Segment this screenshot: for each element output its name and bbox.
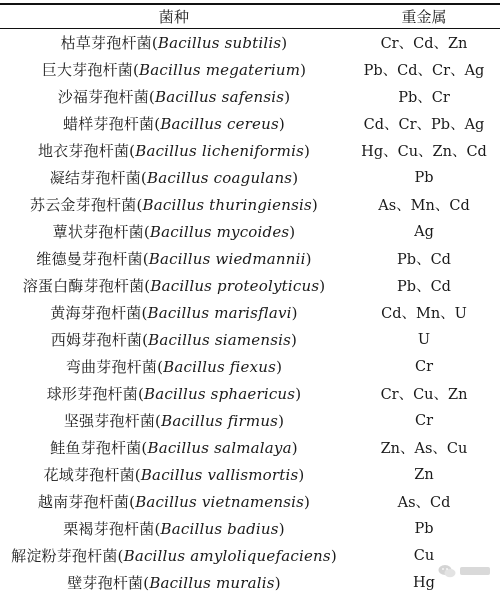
species-latin-name: Bacillus salmalaya bbox=[147, 439, 292, 457]
paren-open: ( bbox=[132, 61, 140, 79]
metals-cell: Pb bbox=[414, 169, 434, 186]
species-latin-name: Bacillus siamensis bbox=[148, 331, 292, 349]
species-chinese-name: 球形芽孢杆菌 bbox=[46, 385, 138, 403]
table-row bbox=[0, 407, 500, 434]
paren-close: ) bbox=[291, 439, 298, 457]
paren-open: ( bbox=[117, 547, 124, 565]
species-chinese-name: 越南芽孢杆菌 bbox=[37, 493, 130, 511]
paren-close: ) bbox=[276, 358, 283, 376]
paren-open: ( bbox=[148, 88, 155, 106]
metals-cell: Pb、Cd、Cr、Ag bbox=[363, 63, 485, 79]
metals-cell: Pb、Cr bbox=[398, 90, 450, 106]
header-species: 菌种 bbox=[158, 7, 190, 26]
species-chinese-name: 溶蛋白酶芽孢杆菌 bbox=[22, 277, 145, 295]
species-latin-name: Bacillus amyloliquefaciens bbox=[123, 547, 331, 565]
species-latin-name: Bacillus fiexus bbox=[163, 358, 277, 376]
paren-open: ( bbox=[151, 34, 158, 52]
species-cell bbox=[0, 59, 348, 80]
paren-close: ) bbox=[291, 304, 298, 322]
species-latin-name: Bacillus badius bbox=[160, 520, 279, 538]
header-metals: 重金属 bbox=[401, 7, 447, 26]
species-cell bbox=[0, 383, 348, 404]
species-latin-name: Bacillus sphaericus bbox=[144, 385, 296, 403]
species-cell bbox=[0, 275, 348, 296]
paren-close: ) bbox=[274, 574, 281, 592]
metals-cell: Cd、Cr、Pb、Ag bbox=[363, 117, 485, 133]
species-latin-name: Bacillus thuringiensis bbox=[142, 196, 312, 214]
paren-open: ( bbox=[136, 196, 143, 214]
paren-close: ) bbox=[319, 277, 326, 295]
species-chinese-name: 苏云金芽孢杆菌 bbox=[30, 196, 137, 214]
species-cell bbox=[0, 356, 348, 377]
species-cell bbox=[0, 140, 348, 161]
species-cell bbox=[0, 221, 348, 242]
species-latin-name: Bacillus firmus bbox=[161, 412, 279, 430]
species-cell bbox=[0, 464, 348, 485]
species-latin-name: Bacillus mycoides bbox=[149, 223, 290, 241]
species-cell bbox=[0, 491, 348, 512]
table-row bbox=[0, 29, 500, 56]
table-row bbox=[0, 380, 500, 407]
paren-open: ( bbox=[144, 277, 151, 295]
table-row bbox=[0, 434, 500, 461]
species-chinese-name: 巨大芽孢杆菌 bbox=[41, 61, 133, 79]
species-cell bbox=[0, 113, 348, 134]
table-row bbox=[0, 299, 500, 326]
paren-close: ) bbox=[292, 169, 299, 187]
species-latin-name: Bacillus coagulans bbox=[146, 169, 293, 187]
watermark-mark bbox=[460, 567, 490, 575]
species-chinese-name: 维德曼芽孢杆菌 bbox=[36, 250, 143, 268]
species-chinese-name: 解淀粉芽孢杆菌 bbox=[11, 547, 118, 565]
species-latin-name: Bacillus vallismortis bbox=[140, 466, 299, 484]
paren-close: ) bbox=[278, 520, 285, 538]
paren-open: ( bbox=[129, 142, 136, 160]
paren-open: ( bbox=[140, 169, 147, 187]
species-chinese-name: 凝结芽孢杆菌 bbox=[49, 169, 141, 187]
metals-cell: U bbox=[417, 331, 431, 348]
paren-close: ) bbox=[281, 34, 288, 52]
species-cell bbox=[0, 32, 348, 53]
paren-open: ( bbox=[154, 115, 161, 133]
species-latin-name: Bacillus licheniformis bbox=[135, 142, 304, 160]
table-row bbox=[0, 191, 500, 218]
species-chinese-name: 黄海芽孢杆菌 bbox=[50, 304, 142, 322]
paren-close: ) bbox=[284, 88, 291, 106]
paren-open: ( bbox=[141, 304, 148, 322]
metals-cell: Cu bbox=[413, 547, 435, 564]
metals-cell: Hg、Cu、Zn、Cd bbox=[361, 144, 487, 160]
species-cell bbox=[0, 86, 348, 107]
species-chinese-name: 蕈状芽孢杆菌 bbox=[52, 223, 144, 241]
species-latin-name: Bacillus muralis bbox=[149, 574, 275, 592]
metals-cell: Cr bbox=[414, 358, 434, 375]
paren-close: ) bbox=[305, 250, 312, 268]
metals-cell: Zn bbox=[414, 466, 434, 483]
table-row bbox=[0, 461, 500, 488]
metals-cell: As、Mn、Cd bbox=[378, 198, 470, 214]
paren-close: ) bbox=[295, 385, 302, 403]
paren-close: ) bbox=[300, 61, 307, 79]
table-row bbox=[0, 542, 500, 569]
species-latin-name: Bacillus wiedmannii bbox=[148, 250, 306, 268]
table-row bbox=[0, 110, 500, 137]
species-cell bbox=[0, 248, 348, 269]
table-row bbox=[0, 83, 500, 110]
table-row bbox=[0, 164, 500, 191]
paren-open: ( bbox=[129, 493, 136, 511]
paren-close: ) bbox=[289, 223, 296, 241]
species-chinese-name: 弯曲芽孢杆菌 bbox=[65, 358, 158, 376]
species-chinese-name: 西姆芽孢杆菌 bbox=[50, 331, 143, 349]
table-row bbox=[0, 245, 500, 272]
species-latin-name: Bacillus proteolyticus bbox=[150, 277, 320, 295]
metals-cell: Zn、As、Cu bbox=[380, 441, 468, 457]
metals-cell: Ag bbox=[414, 223, 434, 240]
paren-close: ) bbox=[298, 466, 305, 484]
metals-cell: Cr bbox=[414, 412, 434, 429]
paren-close: ) bbox=[330, 547, 337, 565]
species-cell bbox=[0, 545, 348, 566]
species-chinese-name: 地衣芽孢杆菌 bbox=[37, 142, 130, 160]
table-row bbox=[0, 488, 500, 515]
species-latin-name: Bacillus marisflavi bbox=[147, 304, 292, 322]
species-latin-name: Bacillus cereus bbox=[160, 115, 279, 133]
paren-open: ( bbox=[155, 412, 162, 430]
paren-open: ( bbox=[137, 385, 144, 403]
metals-cell: Cr、Cu、Zn bbox=[380, 387, 468, 403]
paren-close: ) bbox=[304, 493, 311, 511]
metals-cell: Hg bbox=[413, 574, 435, 591]
table-row bbox=[0, 353, 500, 380]
species-latin-name: Bacillus safensis bbox=[154, 88, 285, 106]
species-chinese-name: 壁芽孢杆菌 bbox=[67, 574, 144, 592]
species-chinese-name: 沙福芽孢杆菌 bbox=[57, 88, 149, 106]
species-cell bbox=[0, 167, 348, 188]
species-cell bbox=[0, 518, 348, 539]
metals-cell: Pb、Cd bbox=[397, 252, 451, 268]
metals-cell: As、Cd bbox=[397, 495, 451, 511]
species-chinese-name: 花域芽孢杆菌 bbox=[43, 466, 135, 484]
species-chinese-name: 枯草芽孢杆菌 bbox=[60, 34, 152, 52]
species-chinese-name: 坚强芽孢杆菌 bbox=[63, 412, 156, 430]
paren-close: ) bbox=[278, 412, 285, 430]
table-row bbox=[0, 137, 500, 164]
paren-open: ( bbox=[134, 466, 141, 484]
paren-open: ( bbox=[157, 358, 164, 376]
metals-cell: Cr、Cd、Zn bbox=[380, 36, 468, 52]
watermark bbox=[438, 564, 490, 578]
paren-open: ( bbox=[142, 250, 149, 268]
paren-close: ) bbox=[303, 142, 311, 160]
paren-close: ) bbox=[311, 196, 318, 214]
species-chinese-name: 蜡样芽孢杆菌 bbox=[63, 115, 155, 133]
table-row bbox=[0, 56, 500, 83]
paren-open: ( bbox=[142, 331, 149, 349]
species-chinese-name: 鲑鱼芽孢杆菌 bbox=[50, 439, 142, 457]
table-row bbox=[0, 326, 500, 353]
table-row bbox=[0, 272, 500, 299]
paren-open: ( bbox=[154, 520, 161, 538]
species-cell bbox=[0, 194, 348, 215]
metals-cell: Pb bbox=[414, 520, 434, 537]
species-latin-name: Bacillus vietnamensis bbox=[135, 493, 305, 511]
species-cell bbox=[0, 329, 348, 350]
species-latin-name: Bacillus megaterium bbox=[139, 61, 301, 79]
paren-open: ( bbox=[143, 574, 150, 592]
metals-cell: Cd、Mn、U bbox=[381, 306, 467, 322]
species-chinese-name: 栗褐芽孢杆菌 bbox=[63, 520, 155, 538]
table-row bbox=[0, 218, 500, 245]
paren-open: ( bbox=[141, 439, 148, 457]
wechat-icon bbox=[438, 564, 456, 578]
metals-cell: Pb、Cd bbox=[397, 279, 451, 295]
paren-open: ( bbox=[143, 223, 150, 241]
species-cell bbox=[0, 410, 348, 431]
table-row bbox=[0, 515, 500, 542]
species-cell bbox=[0, 437, 348, 458]
paren-close: ) bbox=[278, 115, 285, 133]
paren-close: ) bbox=[291, 331, 298, 349]
species-cell bbox=[0, 302, 348, 323]
table-header bbox=[0, 4, 500, 28]
species-latin-name: Bacillus subtilis bbox=[157, 34, 282, 52]
